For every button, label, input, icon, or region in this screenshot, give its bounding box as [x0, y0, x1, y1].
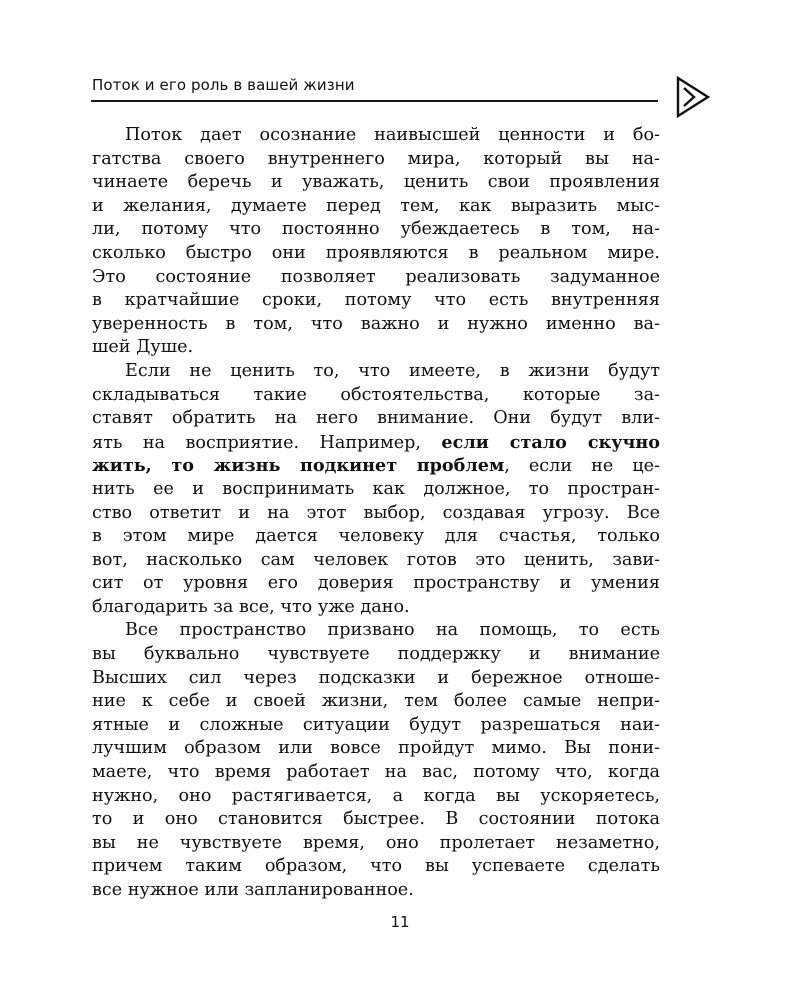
paragraph-2-line-9: вот, насколько сам человек готов это ценить, зави-	[92, 549, 660, 570]
paragraph-1-line-2: гатства своего внутреннего мира, который вы на-	[92, 148, 660, 169]
paragraph-3-line-1: Все пространство призвано на помощь, то есть	[125, 620, 660, 641]
paragraph-3-line-9: то и оно становится быстрее. В состоянии потока	[92, 809, 660, 830]
paragraph-1-line-6: сколько быстро они проявляются в реальном мире.	[92, 242, 660, 263]
paragraph-3-line-6: лучшим образом или вовсе пройдут мимо. Вы пони-	[92, 738, 660, 759]
paragraph-2-line-11: благодарить за все, что уже дано.	[92, 596, 410, 617]
paragraph-3-line-2: вы буквально чувствуете поддержку и внимание	[92, 644, 660, 665]
running-header-title: Поток и его роль в вашей жизни	[92, 76, 355, 94]
page-body	[92, 124, 660, 903]
paragraph-1-line-1: Поток дает осознание наивысшей ценности и бо-	[125, 125, 660, 145]
paragraph-2-line-4-text: ять на восприятие. Например,	[92, 432, 421, 453]
play-triangle-icon	[672, 74, 712, 120]
paragraph-2-line-4	[92, 431, 660, 455]
paragraph-3-line-3: Высших сил через подсказки и бережное отноше-	[92, 667, 660, 688]
paragraph-3-line-10: вы не чувствуете время, оно пролетает незаметно,	[92, 832, 660, 853]
paragraph-1-line-10: шей Душе.	[92, 337, 194, 358]
paragraph-3-line-7: маете, что время работает на вас, потому что, когда	[92, 762, 660, 783]
paragraph-1-line-4: и желания, думаете перед тем, как выразить мыс-	[92, 195, 660, 216]
paragraph-3-line-5: ятные и сложные ситуации будут разрешаться наи-	[92, 714, 660, 735]
paragraph-2-line-6: нить ее и воспринимать как должное, то простран-	[92, 478, 660, 499]
paragraph-3-line-11: причем таким образом, что вы успеваете сделать	[92, 856, 660, 877]
paragraph-2-line-5	[92, 454, 660, 478]
paragraph-2-line-2: складываться такие обстоятельства, которые за-	[92, 384, 660, 405]
paragraph-2-line-8: в этом мире дается человеку для счастья, только	[92, 526, 660, 547]
paragraph-2-line-5-tail: , если не це-	[504, 456, 660, 477]
paragraph-2-line-10: сит от уровня его доверия пространству и умения	[92, 573, 660, 594]
paragraph-2-line-7: ство ответит и на этот выбор, создавая угрозу. Все	[92, 502, 660, 523]
paragraph-1-line-9: уверенность в том, что важно и нужно именно ва-	[92, 313, 660, 334]
paragraph-3-line-12: все нужное или запланированное.	[92, 880, 414, 900]
paragraph-3-line-4: ние к себе и своей жизни, тем более самые непри-	[92, 691, 660, 712]
paragraph-2-line-3: ставят обратить на него внимание. Они будут вли-	[92, 408, 660, 429]
paragraph-3-line-8: нужно, оно растягивается, а когда вы ускоряетесь,	[92, 785, 660, 806]
bold-phrase-part-2: жить, то жизнь подкинет проблем	[92, 455, 505, 477]
page-number: 11	[390, 913, 410, 931]
paragraph-2-line-1: Если не ценить то, что имеете, в жизни будут	[125, 360, 660, 381]
paragraph-1-line-3: чинаете беречь и уважать, ценить свои проявления	[92, 172, 660, 193]
paragraph-1-line-5: ли, потому что постоянно убеждаетесь в том, на-	[92, 219, 660, 240]
bold-phrase-part-1: если стало скучно	[441, 431, 660, 453]
header-rule	[91, 100, 658, 102]
paragraph-1-line-8: в кратчайшие сроки, потому что есть внутренняя	[92, 290, 660, 311]
paragraph-1-line-7: Это состояние позволяет реализовать задуманное	[92, 266, 660, 287]
